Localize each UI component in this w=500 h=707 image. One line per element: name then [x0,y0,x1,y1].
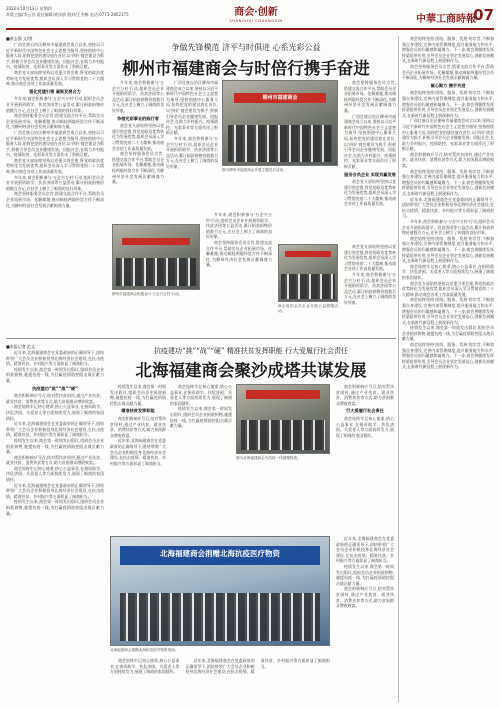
top-lead-repeat: 广西壮族自治区柳州市福建商会成立以来,坚持以习近平新时代中国特色社会主义思想为指导,坚持围绕中心服务大局,始终把党的建设放在首位,以'四好'商会建设为抓手,积极引导会员企业健康发展、回报社会,在助力乡村振兴、疫情防控、光彩事业等方面作出了积极贡献。 [6,129,104,158]
right-subhead: 凝心聚力 携手共进 [430,82,466,88]
right-body-1: 商会始终坚持'团结、服务、发展'的宗旨,不断加强自身建设,完善内部管理制度,提升服务能力和水平,增强会员的归属感和凝聚力。下一步,商会将继续发挥桥梁纽带作用,引导会员企业坚定发展信心,创新发展模式,在新时代新征程上展现新作为。 [402,36,494,64]
photo-people [228,125,333,162]
top-subhead-2: 争做光彩事业的践行者 [117,115,159,121]
masthead-info [6,6,216,18]
top-body-1-repeat: 商会党支部始终坚持以党建引领会建,将党的政治优势转化为发展优势,组织会员深入学习贯彻党的二十大精神,推动商会各项工作高质量发展。 [6,157,104,175]
bottom-subhead-1: 抗疫建功“挑”“战”“硬” [32,385,78,391]
top-article-col-4 [344,80,396,240]
bottom-photo-caption-1: 图为北海福建商会为抗疫一线捐赠物资。 [236,456,301,460]
top-article-col-2 [112,80,164,220]
bottom-article-col-3 [170,384,232,534]
bottom-body-1: 疫情发生以来,商会第一时间发出倡议,组织会员企业捐款捐物,驰援抗疫一线,为打赢疫情防控阻击战贡献力量。 [6,366,104,383]
top-article-col-3 [166,80,218,220]
bottom-col5-body-b: 疫情发生以来,商会第一时间发出倡议,组织会员企业捐款捐物,驰援抗疫一线,为打赢疫情防控阻击战贡献力量。 [336,563,394,586]
column-rule [398,36,399,702]
bottom-subhead-3: 行大爱履行社会责任 [346,408,384,414]
top-col5-body-b: 商会坚持服务会员宗旨,搭建交流合作平台,帮助会员企业拓展市场、化解难题,推动闽桂两地经贸合作不断深化,为柳州经济社会发展贡献闽商力量。 [206,239,272,268]
right-body-8: 多年来,商会积极参与'万企兴万村'行动,组织会员企业开展捐资助学、扶贫济困等公益活动,累计捐款捐物价值数百万元,在社会上树立了闽商的良好形象。 [402,219,494,236]
top-col5-body: 多年来,商会积极参与'万企兴万村'行动,组织会员企业开展捐资助学、扶贫济困等公益活动,累计捐款捐物价值数百万元,在社会上树立了闽商的良好形象。 [206,212,272,240]
top-headline: 柳州市福建商会与时倍行携手奋进 [122,59,370,78]
top-col4-body-c: 商会党支部始终坚持以党建引领会建,将党的政治优势转化为发展优势,组织会员深入学习贯彻党的二十大精神,推动商会各项工作高质量发展。 [344,179,396,207]
section-divider [6,338,396,339]
section-title-en: SHANGHUI CHUANGXIN [229,19,283,23]
top-col2-body: 多年来,商会积极参与'万企兴万村'行动,组织会员企业开展捐资助学、扶贫济困等公益活动,累计捐款捐物价值数百万元,在社会上树立了闽商的良好形象。 [112,80,164,113]
bottom-col2-body: 疫情发生以来,商会第一时间发出倡议,组织会员企业捐款捐物,驰援抗疫一线,为打赢疫情防控阻击战贡献力量。 [110,384,166,406]
top-photo-title: 柳州市福建商会 [262,94,298,101]
right-body-4: 广西壮族自治区柳州市福建商会成立以来,坚持以习近平新时代中国特色社会主义思想为指导,坚持围绕中心服务大局,始终把党的建设放在首位,以'四好'商会建设为抓手,积极引导会员企业健康发展、回报社会,在助力乡村振兴、疫情防控、光彩事业等方面作出了积极贡献。 [402,118,494,152]
right-body-7: 近年来,北海福建商会在党委政府的正确领导下,团结带领广大会员企业积极投身北海经济社会建设,在抗击疫情、精准扶贫、乡村振兴等方面彰显了闽商担当。 [402,196,494,219]
photo-banner [246,390,320,398]
right-body-3: 商会始终坚持'团结、服务、发展'的宗旨,不断加强自身建设,完善内部管理制度,提升服务能力和水平,增强会员的归属感和凝聚力。下一步,商会将继续发挥桥梁纽带作用,引导会员企业坚定发展信心,创新发展模式,在新时代新征程上展现新作为。 [402,90,494,118]
bottom-col4-body: 商会积极响应号召,结对帮扶贫困村,通过产业扶贫、就业扶贫、消费扶贫等方式,助力贫困群众增收致富。 [336,384,394,406]
top-main-photo [222,80,338,166]
photo-banner [285,251,331,258]
photo-people [241,420,326,450]
paper-name: 中華工商時報 [416,14,476,25]
top-col6-body: 商会党支部始终坚持以党建引领会建,将党的政治优势转化为发展优势,组织会员深入学习贯彻党的二十大精神,推动商会各项工作高质量发展。 [344,244,396,272]
top-subhead-3: 服务会员企业 实现共赢发展 [344,171,396,177]
top-body-3-repeat: 商会坚持服务会员宗旨,搭建交流合作平台,帮助会员企业拓展市场、化解难题,推动闽桂两地经贸合作不断深化,为柳州经济社会发展贡献闽商力量。 [6,191,104,208]
top-body-2: 多年来,商会积极参与'万企兴万村'行动,组织会员企业开展捐资助学、扶贫济困等公益活动,累计捐款捐物价值数百万元,在社会上树立了闽商的良好形象。 [6,96,104,113]
right-body-10: 商会始终牢记初心使命,热心公益事业,在捐资助学、扶危济困、关爱老人等方面持续发力,展现了闽商的家国情怀。 [402,263,494,280]
top-article-col-5 [206,212,272,312]
right-body-13: 疫情发生以来,商会第一时间发出倡议,组织会员企业捐款捐物,驰援抗疫一线,为打赢疫情防控阻击战贡献力量。 [402,325,494,342]
top-photo-caption-3: 商会组织会员企业开展公益捐赠活动。 [278,304,338,313]
top-subhead-1: 强化党建引领 凝聚发展合力 [29,88,81,94]
photo-people [116,258,195,286]
bottom-body-2: 商会积极响应号召,结对帮扶贫困村,通过产业扶贫、就业扶贫、消费扶贫等方式,助力贫困群众增收致富。 [6,393,104,404]
bottom-col3-body: 商会始终牢记初心使命,热心公益事业,在捐资助学、扶危济困、关爱老人等方面持续发力,展现了闽商的家国情怀。 [170,384,232,406]
bottom-body-3-repeat: 商会始终牢记初心使命,热心公益事业,在捐资助学、扶危济困、关爱老人等方面持续发力,展现了闽商的家国情怀。 [6,465,104,483]
top-col2-body-c: 商会坚持服务会员宗旨,搭建交流合作平台,帮助会员企业拓展市场、化解难题,推动闽桂两地经贸合作不断深化,为柳州经济社会发展贡献闽商力量。 [112,151,164,185]
bottom-subhead-2: 精准扶贫发挥职能 [121,408,155,414]
photo-people [281,274,334,299]
bottom-article-col-1 [6,344,104,702]
bottom-main-photo [110,536,330,646]
top-byline: ■黄志强 文/图 [6,36,33,41]
photo-banner [122,238,191,246]
bottom-col2-body-b: 商会积极响应号召,结对帮扶贫困村,通过产业扶贫、就业扶贫、消费扶贫等方式,助力贫困群众增收致富。 [110,415,166,438]
page-number: 07 [473,6,494,24]
bottom-col6-body-b: 近年来,北海福建商会在党委政府的正确领导下,团结带领广大会员企业积极投身北海经济社会建设,在抗击疫情、精准扶贫、乡村振兴等方面彰显了闽商担当。 [185,658,330,675]
bottom-photo-caption-2: 北海福建商会捐赠北海抗疫医疗物资现场。 [110,648,179,652]
right-column [402,36,494,702]
bottom-col5-body-c: 商会积极响应号召,结对帮扶贫困村,通过产业扶贫、就业扶贫、消费扶贫等方式,助力贫困群众增收致富。 [336,586,394,609]
top-photo-caption-2: 柳州市福建商会积极参与'万企兴万村'行动。 [112,292,183,296]
top-body-3: 商会坚持服务会员宗旨,搭建交流合作平台,帮助会员企业拓展市场、化解难题,推动闽桂两地经贸合作不断深化,为柳州经济社会发展贡献闽商力量。 [6,113,104,130]
bottom-kicker: 抗疫建功“挑”“战”“硬” 精准扶贫发挥职能 行大爱履行社会责任 [154,347,348,355]
top-photo-3 [278,244,338,302]
right-body-9: 商会始终坚持'团结、服务、发展'的宗旨,不断加强自身建设,完善内部管理制度,提升服务能力和水平,增强会员的归属感和凝聚力。下一步,商会将继续发挥桥梁纽带作用,引导会员企业坚定发展信心,创新发展模式,在新时代新征程上展现新作为。 [402,235,494,264]
right-body-14: 商会始终坚持'团结、服务、发展'的宗旨,不断加强自身建设,完善内部管理制度,提升服务能力和水平,增强会员的归属感和凝聚力。下一步,商会将继续发挥桥梁纽带作用,引导会员企业坚定发展信心,创新发展模式,在新时代新征程上展现新作为。 [402,342,494,370]
bottom-byline: ■本报记者 范文 [6,344,36,349]
top-col2-body-b: 商会党支部始终坚持以党建引领会建,将党的政治优势转化为发展优势,组织会员深入学习贯彻党的二十大精神,推动商会各项工作高质量发展。 [112,123,164,151]
info-line: 本版主编/李云芳 责任编辑/黄泽滨 校对/王冬梅 电话:0771-2802375 [6,12,129,17]
bottom-body-1-repeat-2: 疫情发生以来,商会第一时间发出倡议,组织会员企业捐款捐物,驰援抗疫一线,为打赢疫情防控阻击战贡献力量。 [6,499,104,516]
bottom-article-col-6 [110,658,330,702]
section-title [224,7,288,23]
top-col3-body: 广西壮族自治区柳州市福建商会成立以来,坚持以习近平新时代中国特色社会主义思想为指导,坚持围绕中心服务大局,始终把党的建设放在首位,以'四好'商会建设为抓手,积极引导会员企业健康发展、回报社会,在助力乡村振兴、疫情防控、光彩事业等方面作出了积极贡献。 [166,80,218,136]
top-photo-2 [112,224,200,290]
bottom-col5-body: 近年来,北海福建商会在党委政府的正确领导下,团结带领广大会员企业积极投身北海经济社会建设,在抗击疫情、精准扶贫、乡村振兴等方面彰显了闽商担当。 [336,536,394,564]
right-body-5: 商会积极响应号召,结对帮扶贫困村,通过产业扶贫、就业扶贫、消费扶贫等方式,助力贫困群众增收致富。 [402,151,494,169]
bottom-article-col-2 [110,384,166,534]
bottom-lead-repeat-2: 近年来,北海福建商会在党委政府的正确领导下,团结带领广大会员企业积极投身北海经济社会建设,在抗击疫情、精准扶贫、乡村振兴等方面彰显了闽商担当。 [6,482,104,499]
bottom-body-1-repeat: 疫情发生以来,商会第一时间发出倡议,组织会员企业捐款捐物,驰援抗疫一线,为打赢疫情防控阻击战贡献力量。 [6,437,104,455]
top-col6-body-b: 多年来,商会积极参与'万企兴万村'行动,组织会员企业开展捐资助学、扶贫济困等公益活动,累计捐款捐物价值数百万元,在社会上树立了闽商的良好形象。 [344,271,396,305]
top-article-col-1 [6,36,104,336]
top-lead: 广西壮族自治区柳州市福建商会成立以来,坚持以习近平新时代中国特色社会主义思想为指导,坚持围绕中心服务大局,始终把党的建设放在首位,以'四好'商会建设为抓手,积极引导会员企业健康发展、回报社会,在助力乡村振兴、疫情防控、光彩事业等方面作出了积极贡献。 [6,42,104,70]
bottom-col3-body-b: 疫情发生以来,商会第一时间发出倡议,组织会员企业捐款捐物,驰援抗疫一线,为打赢疫情防控阻击战贡献力量。 [170,406,232,429]
top-photo-caption-1: 图为柳州市福建商会开展主题党日活动。 [222,168,287,172]
top-kicker: 争做先锋模范 济平与时俱进 心系光彩公益 [171,43,321,52]
bottom-article-col-5 [336,536,394,702]
bottom-body-2-repeat: 商会积极响应号召,结对帮扶贫困村,通过产业扶贫、就业扶贫、消费扶贫等方式,助力贫困群众增收致富。 [6,454,104,466]
right-body-6: 商会始终坚持'团结、服务、发展'的宗旨,不断加强自身建设,完善内部管理制度,提升服务能力和水平,增强会员的归属感和凝聚力。下一步,商会将继续发挥桥梁纽带作用,引导会员企业坚定发展信心,创新发展模式,在新时代新征程上展现新作为。 [402,168,494,197]
top-col4-body-b: 广西壮族自治区柳州市福建商会成立以来,坚持以习近平新时代中国特色社会主义思想为指导,坚持围绕中心服务大局,始终把党的建设放在首位,以'四好'商会建设为抓手,积极引导会员企业健康发展、回报社会,在助力乡村振兴、疫情防控、光彩事业等方面作出了积极贡献。 [344,113,396,169]
bottom-col6-body: 商会始终牢记初心使命,热心公益事业,在捐资助学、扶危济困、关爱老人等方面持续发力,展现了闽商的家国情怀。 [110,658,180,675]
right-body-11: 商会党支部始终坚持以党建引领会建,将党的政治优势转化为发展优势,组织会员深入学习贯彻党的二十大精神,推动商会各项工作高质量发展。 [402,280,494,297]
bottom-article-col-4 [336,384,394,534]
bottom-lead: 近年来,北海福建商会在党委政府的正确领导下,团结带领广大会员企业积极投身北海经济社会建设,在抗击疫情、精准扶贫、乡村振兴等方面彰显了闽商担当。 [6,350,104,367]
top-col4-body: 商会坚持服务会员宗旨,搭建交流合作平台,帮助会员企业拓展市场、化解难题,推动闽桂两地经贸合作不断深化,为柳州经济社会发展贡献闽商力量。 [344,80,396,113]
top-body-2-repeat: 多年来,商会积极参与'万企兴万村'行动,组织会员企业开展捐资助学、扶贫济困等公益活动,累计捐款捐物价值数百万元,在社会上树立了闽商的良好形象。 [6,174,104,191]
right-body-2: 商会坚持服务会员宗旨,搭建交流合作平台,帮助会员企业拓展市场、化解难题,推动闽桂两地经贸合作不断深化,为柳州经济社会发展贡献闽商力量。 [402,63,494,81]
photo-people [120,593,321,641]
top-article-col-6 [344,244,396,334]
right-body-12: 商会始终坚持'团结、服务、发展'的宗旨,不断加强自身建设,完善内部管理制度,提升服务能力和水平,增强会员的归属感和凝聚力。下一步,商会将继续发挥桥梁纽带作用,引导会员企业坚定发展信心,创新发展模式,在新时代新征程上展现新作为。 [402,297,494,325]
bottom-col4-body-b: 商会始终牢记初心使命,热心公益事业,在捐资助学、扶危济困、关爱老人等方面持续发力,展现了闽商的家国情怀。 [336,415,394,438]
bottom-lead-repeat: 近年来,北海福建商会在党委政府的正确领导下,团结带领广大会员企业积极投身北海经济社会建设,在抗击疫情、精准扶贫、乡村振兴等方面彰显了闽商担当。 [6,421,104,438]
bottom-photo-1 [236,384,330,454]
date-line: 2022年10月13日 星期四 [6,6,52,11]
section-title-cn: 商会·创新 [234,7,278,18]
bottom-headline: 北海福建商会聚沙成塔共谋发展 [135,361,367,380]
bottom-photo-title: 北海福建商会捐赠北海抗疫医疗物资 [160,548,280,558]
top-body-1: 商会党支部始终坚持以党建引领会建,将党的政治优势转化为发展优势,组织会员深入学习贯彻党的二十大精神,推动商会各项工作高质量发展。 [6,69,104,87]
masthead [6,4,494,30]
top-col3-body-b: 多年来,商会积极参与'万企兴万村'行动,组织会员企业开展捐资助学、扶贫济困等公益活动,累计捐款捐物价值数百万元,在社会上树立了闽商的良好形象。 [166,135,218,169]
bottom-col2-body-c: 近年来,北海福建商会在党委政府的正确领导下,团结带领广大会员企业积极投身北海经济社会建设,在抗击疫情、精准扶贫、乡村振兴等方面彰显了闽商担当。 [110,438,166,466]
bottom-body-3: 商会始终牢记初心使命,热心公益事业,在捐资助学、扶危济困、关爱老人等方面持续发力,展现了闽商的家国情怀。 [6,404,104,421]
